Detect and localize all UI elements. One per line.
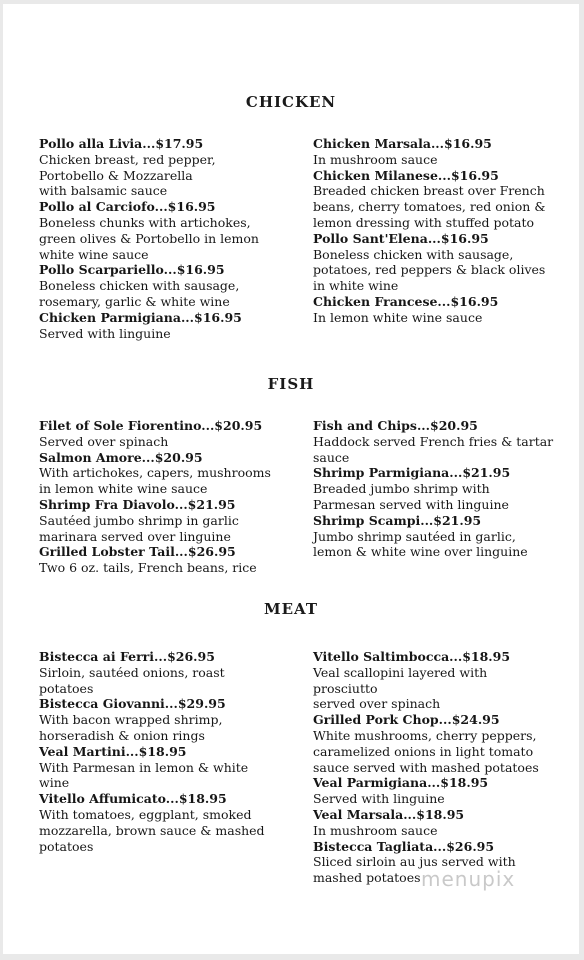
menu-item-description: Sautéed jumbo shrimp in garlic bbox=[39, 512, 239, 528]
menu-item-description: Boneless chicken with sausage, bbox=[39, 278, 240, 294]
menu-item bbox=[39, 418, 289, 450]
menu-item-name: Chicken Milanese...$16.95 bbox=[313, 167, 499, 183]
menu-item-name: Salmon Amore...$20.95 bbox=[39, 449, 203, 465]
menu-item bbox=[39, 497, 289, 544]
menu-item-description: With Parmesan in lemon & white bbox=[39, 759, 249, 775]
menu-item-description: caramelized onions in light tomato bbox=[313, 743, 534, 759]
menu-item-description: Served with linguine bbox=[39, 325, 171, 341]
menu-item-description: Boneless chicken with sausage, bbox=[313, 246, 514, 262]
menu-item-name: Shrimp Parmigiana...$21.95 bbox=[313, 465, 511, 481]
menu-item-description: beans, cherry tomatoes, red onion & bbox=[313, 199, 546, 215]
section-title-fish: FISH bbox=[267, 375, 315, 393]
menu-item-description: Boneless chunks with artichokes, bbox=[39, 214, 251, 230]
menu-item-description: With tomatoes, eggplant, smoked bbox=[39, 806, 252, 822]
menu-item-description: With bacon wrapped shrimp, bbox=[39, 712, 223, 728]
menu-item-name: Veal Martini...$18.95 bbox=[39, 743, 187, 759]
menu-item-description: horseradish & onion rings bbox=[39, 727, 205, 743]
menu-item-description: In mushroom sauce bbox=[313, 151, 438, 167]
menu-item-name: Veal Marsala...$18.95 bbox=[313, 806, 465, 822]
menu-item-description: Sirloin, sautéed onions, roast bbox=[39, 664, 225, 680]
menu-item-description: potatoes bbox=[39, 680, 94, 696]
menu-item bbox=[313, 294, 575, 326]
menu-item-name: Grilled Lobster Tail...$26.95 bbox=[39, 544, 236, 560]
menu-item-description: Served with linguine bbox=[313, 791, 445, 807]
menu-item-description: green olives & Portobello in lemon bbox=[39, 230, 259, 246]
menu-item-name: Filet of Sole Fiorentino...$20.95 bbox=[39, 418, 263, 433]
menu-item-description: Veal scallopini layered with bbox=[313, 664, 488, 680]
menu-item-description: Haddock served French fries & tartar bbox=[313, 433, 554, 449]
menu-item-description: Chicken breast, red pepper, bbox=[39, 151, 216, 167]
menu-item-description: rosemary, garlic & white wine bbox=[39, 293, 230, 309]
menu-item-name: Chicken Francese...$16.95 bbox=[313, 293, 499, 309]
menu-item-description: White mushrooms, cherry peppers, bbox=[313, 727, 537, 743]
menu-item-description: In lemon white wine sauce bbox=[313, 309, 483, 325]
menu-item-description: Breaded jumbo shrimp with bbox=[313, 481, 490, 497]
menu-item bbox=[39, 544, 289, 576]
menu-item-name: Fish and Chips...$20.95 bbox=[313, 418, 478, 433]
menu-item-name: Bistecca ai Ferri...$26.95 bbox=[39, 649, 215, 664]
menu-item-name: Shrimp Fra Diavolo...$21.95 bbox=[39, 496, 236, 512]
menu-item-description: sauce served with mashed potatoes bbox=[313, 759, 539, 775]
menu-item bbox=[39, 791, 289, 854]
menu-item bbox=[39, 744, 289, 791]
menu-item-description: sauce bbox=[313, 449, 350, 465]
menu-item-description: with balsamic sauce bbox=[39, 183, 168, 199]
menu-item-description: served over spinach bbox=[313, 696, 441, 712]
menu-item-name: Pollo Scarpariello...$16.95 bbox=[39, 262, 225, 278]
menu-item-description: in white wine bbox=[313, 278, 399, 294]
menu-item bbox=[39, 262, 289, 309]
section-title-chicken: CHICKEN bbox=[245, 93, 337, 111]
menu-item-description: mashed potatoes bbox=[313, 870, 421, 886]
menu-item bbox=[313, 649, 575, 712]
menu-item-description: Jumbo shrimp sautéed in garlic, bbox=[313, 528, 516, 544]
menu-item bbox=[313, 418, 575, 465]
menu-page bbox=[3, 4, 579, 954]
menu-item-description: Served over spinach bbox=[39, 433, 169, 449]
menu-item-description: wine bbox=[39, 775, 70, 791]
menu-item-description: Portobello & Mozzarella bbox=[39, 167, 193, 183]
menu-item-name: Bistecca Tagliata...$26.95 bbox=[313, 838, 495, 854]
fish-left-column bbox=[39, 418, 289, 576]
menu-item-description: lemon & white wine over linguine bbox=[313, 544, 528, 560]
menu-item bbox=[39, 199, 289, 262]
menu-item bbox=[313, 513, 575, 560]
menu-item-name: Vitello Saltimbocca...$18.95 bbox=[313, 649, 511, 664]
menu-item-description: Breaded chicken breast over French bbox=[313, 183, 545, 199]
menu-item-description: In mushroom sauce bbox=[313, 822, 438, 838]
menu-item-description: white wine sauce bbox=[39, 246, 149, 262]
fish-right-column bbox=[313, 418, 575, 560]
menu-item-name: Pollo Sant'Elena...$16.95 bbox=[313, 230, 489, 246]
menu-item-name: Bistecca Giovanni...$29.95 bbox=[39, 696, 226, 712]
menu-item-description: potatoes, red peppers & black olives bbox=[313, 262, 546, 278]
watermark: menupix bbox=[421, 867, 516, 891]
menu-item-description: marinara served over linguine bbox=[39, 528, 231, 544]
menu-item-description: potatoes bbox=[39, 838, 94, 854]
menu-item bbox=[313, 168, 575, 231]
meat-left-column bbox=[39, 649, 289, 854]
menu-item bbox=[313, 807, 575, 839]
menu-item bbox=[313, 465, 575, 512]
chicken-right-column bbox=[313, 136, 575, 326]
menu-item bbox=[39, 136, 289, 199]
menu-item-description: mozzarella, brown sauce & mashed bbox=[39, 822, 265, 838]
menu-item-name: Shrimp Scampi...$21.95 bbox=[313, 512, 482, 528]
menu-item bbox=[313, 775, 575, 807]
meat-right-column bbox=[313, 649, 575, 886]
menu-item-name: Vitello Affumicato...$18.95 bbox=[39, 791, 227, 807]
menu-item-name: Veal Parmigiana...$18.95 bbox=[313, 775, 489, 791]
menu-item-name: Grilled Pork Chop...$24.95 bbox=[313, 712, 500, 728]
menu-item-description: in lemon white wine sauce bbox=[39, 481, 208, 497]
menu-item-description: With artichokes, capers, mushrooms bbox=[39, 465, 271, 481]
menu-item bbox=[313, 712, 575, 775]
menu-item bbox=[39, 649, 289, 696]
menu-item bbox=[39, 696, 289, 743]
menu-item-name: Pollo alla Livia...$17.95 bbox=[39, 136, 204, 151]
menu-item-description: Parmesan served with linguine bbox=[313, 496, 509, 512]
menu-item-name: Chicken Marsala...$16.95 bbox=[313, 136, 492, 151]
chicken-left-column bbox=[39, 136, 289, 341]
menu-item bbox=[313, 136, 575, 168]
menu-item-description: lemon dressing with stuffed potato bbox=[313, 214, 535, 230]
menu-item bbox=[39, 310, 289, 342]
menu-item-description: Two 6 oz. tails, French beans, rice bbox=[39, 560, 257, 576]
menu-item-description: Sliced sirloin au jus served with bbox=[313, 854, 516, 870]
menu-item bbox=[313, 231, 575, 294]
menu-item-name: Chicken Parmigiana...$16.95 bbox=[39, 309, 242, 325]
menu-item-description: prosciutto bbox=[313, 680, 378, 696]
menu-item-name: Pollo al Carciofo...$16.95 bbox=[39, 199, 216, 215]
section-title-meat: MEAT bbox=[263, 600, 319, 618]
menu-item bbox=[39, 450, 289, 497]
